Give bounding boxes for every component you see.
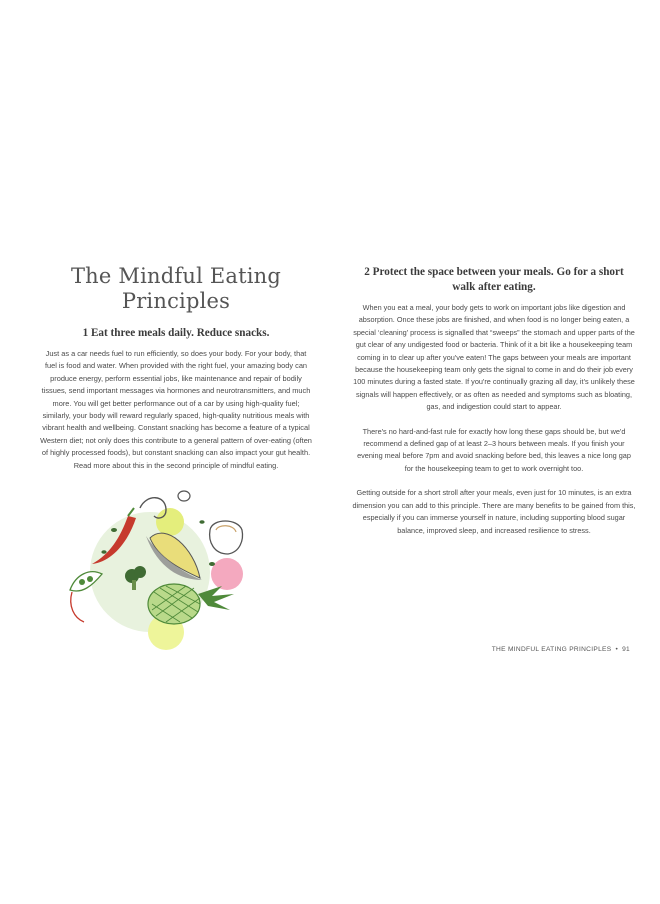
pink-circle-icon xyxy=(211,558,243,590)
food-illustration xyxy=(62,482,262,652)
lime-circle-icon xyxy=(156,508,184,536)
leaf-icon xyxy=(111,528,117,532)
principle-1-body: Just as a car needs fuel to run efficiently, so does your body. For your body, that fuel is food and water. When provided with the right fuel, your amazing body can produce energy, perform essential jobs, like maintenance and repair of bodily tissues, send important messages via hormones and neurotransmitters, and much more. You will get better performance out of a car by using high-quality fuel; similarly, your body will reward regularly spaced, high-quality nutritious meals with vibrant health and wellbeing. Constant snacking has become a feature of a typical Western diet; not only does this contribute to a general pattern of over-eating (often of highly processed foods), but constant snacking can also impact your gut health. Read more about this in the second principle of mindful eating. xyxy=(40,349,312,470)
broccoli-stem-icon xyxy=(132,580,136,590)
nut-icon xyxy=(178,491,190,501)
principle-2-heading: 2 Protect the space between your meals. Go for a short walk after eating. xyxy=(364,266,624,293)
page-number: 91 xyxy=(622,646,630,653)
pea-icon xyxy=(87,576,93,582)
leaf-icon xyxy=(101,550,106,554)
broccoli-floret-icon xyxy=(134,566,146,578)
pea-tendril-icon xyxy=(71,592,84,622)
chapter-title: The Mindful Eating Principles xyxy=(70,264,282,313)
leaf-icon xyxy=(199,520,204,524)
left-page-text xyxy=(40,264,312,484)
principle-2-para-3: Getting outside for a short stroll after your meals, even just for 10 minutes, is an extra dimension you can add to this principle. There are many benefits to be gained from this, especially if you can immerse yourself in nature, including supporting blood sugar balance, improved sleep, and increased resilience to stress. xyxy=(352,488,636,535)
principle-2-para-1: When you eat a meal, your body gets to work on important jobs like digestion and absorption. Once these jobs are finished, and when food is no longer being eaten, a special ‘cleaning’ process is signalled that “sweeps” the stomach and upper parts of the gut clear of any undigested food or bacteria. Think of it a bit like a housekeeping team coming in to clear up after you've eaten! The gaps between your meals are important because the housekeeping team only gets the signal to come in and do their job every 100 minutes during a fasted state. If you're continually grazing all day, it's unlikely these signals will happen effectively, or as often as needed and symptoms such as bloating, gas, and indigestion could start to appear. xyxy=(353,303,635,412)
footer-section-title: THE MINDFUL EATING PRINCIPLES xyxy=(491,646,612,653)
pea-icon xyxy=(79,579,85,585)
principle-2-para-2: There's no hard-and-fast rule for exactly how long these gaps should be, but we'd recommend a defined gap of at least 2–3 hours between meals. If you finish your evening meal before 7pm and avoid snacking before bed, this leaves a nice long gap for the housekeeping team to get to work overnight too. xyxy=(357,426,631,473)
leaf-icon xyxy=(209,562,215,566)
principle-1-heading: 1 Eat three meals daily. Reduce snacks. xyxy=(82,327,270,339)
right-page-text xyxy=(352,265,636,549)
footer-separator: • xyxy=(615,646,619,653)
page-footer xyxy=(492,646,630,653)
